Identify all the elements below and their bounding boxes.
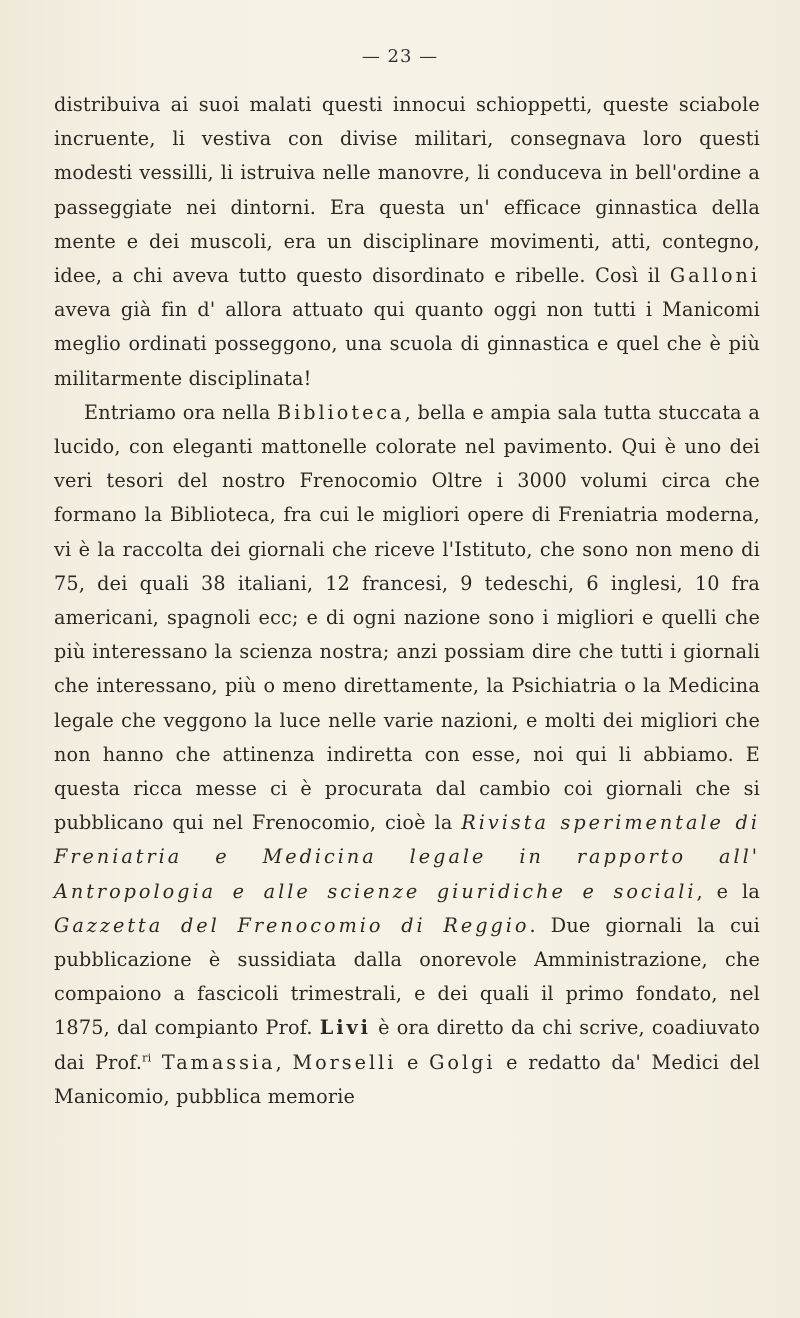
journal-gazzetta-title: Gazzetta del Frenocomio di Reggio xyxy=(54,913,530,937)
paragraph-2-text-e: è ora diretto da chi scrive, coadiuvato dai Prof. xyxy=(54,1016,760,1074)
paragraph-2-text-h: e redatto da' Medici del Manicomio, pubblica memorie xyxy=(54,1050,760,1108)
paragraph-1-text-b: aveva già fin d' allora attuato qui quanto oggi non tutti i Manicomi meglio ordinati posseggono, una scuola di ginnastica e quel che è più militarmente disciplinata! xyxy=(54,298,760,390)
name-galloni: Galloni xyxy=(669,264,760,288)
paragraph-2-text-f: , xyxy=(275,1050,293,1074)
paragraph-2-text-g: e xyxy=(396,1050,430,1074)
page-number: — 23 — xyxy=(361,46,439,67)
paragraph-2-text-c: , e la xyxy=(696,879,760,903)
paragraph-2-text-a: Entriamo ora nella xyxy=(84,400,278,424)
journal-rivista-title: Rivista sperimentale di Freniatria e Medicina legale in rapporto all' Antropologia e alle scienze giuridiche e sociali xyxy=(54,811,760,903)
paragraph-1-text-a: distribuiva ai suoi malati questi innocui schioppetti, queste sciabole incruente, li vestiva con divise militari, consegnava loro questi modesti vessilli, li istruiva nelle manovre, li conduceva in bell'ordine a passeggiate nei dintorni. Era questa un' efficace ginnastica della mente e dei muscoli, era un disciplinare movimenti, atti, contegno, idee, a chi aveva tutto questo disordinato e ribelle. Così il xyxy=(54,93,760,288)
paragraph-2 xyxy=(54,396,760,1114)
paragraph-1 xyxy=(54,88,760,396)
body-text xyxy=(54,88,760,1114)
paragraph-2-text-d: . Due giornali la cui pubblicazione è sussidiata dalla onorevole Amministrazione, che compaiono a fascicoli trimestrali, e dei quali il primo fondato, nel 1875, dal compianto Prof. xyxy=(54,913,761,1040)
name-livi: Livi xyxy=(319,1016,371,1040)
name-golgi: Golgi xyxy=(429,1050,496,1074)
biblioteca-term: Biblioteca xyxy=(277,400,405,424)
name-tamassia: Tamassia xyxy=(161,1050,276,1074)
paragraph-2-text-b: , bella e ampia sala tutta stuccata a lucido, con eleganti mattonelle colorate nel pavimento. Qui è uno dei veri tesori del nostro Frenocomio Oltre i 3000 volumi circa che formano la Biblioteca, fra cui le migliori opere di Freniatria moderna, vi è la raccolta dei giornali che riceve l'Istituto, che sono non meno di 75, dei quali 38 italiani, 12 francesi, 9 tedeschi, 6 inglesi, 10 fra americani, spagnoli ecc; e di ogni nazione sono i migliori e quelli che più interessano la scienza nostra; anzi possiam dire che tutti i giornali che interessano, più o meno direttamente, la Psichiatria o la Medicina legale che veggono la luce nelle varie nazioni, e molti dei migliori che non hanno che attinenza indiretta con esse, noi qui li abbiamo. E questa ricca messe ci è procurata dal cambio coi giornali che si pubblicano qui nel Frenocomio, cioè la xyxy=(54,400,760,835)
superscript-ri: ri xyxy=(142,1051,152,1065)
name-morselli: Morselli xyxy=(292,1050,397,1074)
